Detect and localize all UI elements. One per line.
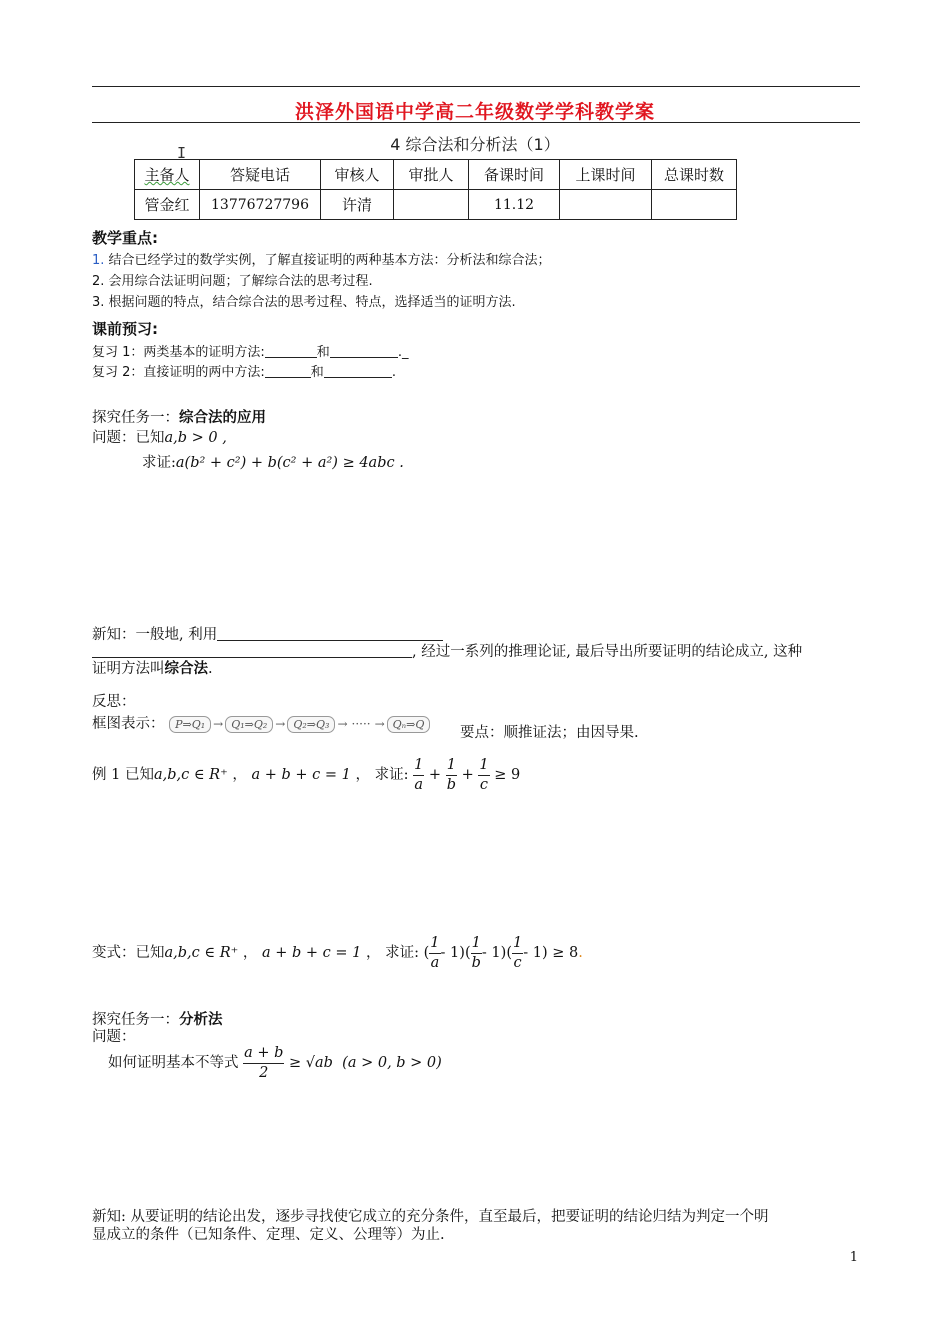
- arrow-right-icon: →: [374, 717, 385, 731]
- info-value-cell: [652, 190, 737, 220]
- header-top-rule: [92, 86, 860, 87]
- focus-heading: 教学重点:: [92, 229, 158, 247]
- info-header-cell: 备课时间: [469, 160, 560, 190]
- lesson-title: 4 综合法和分析法（1）: [390, 135, 560, 154]
- focus-item: 1. 结合已经学过的数学实例，了解直接证明的两种基本方法：分析法和综合法；: [92, 253, 551, 268]
- variant: 变式：已知a,b,c ∈ R⁺ ， a + b + c = 1 ， 求证: ( $\frac{1}{a}$ - 1)( $\frac{1}{b}$ - 1)( $\frac{1}{c}$ - 1) ≥ 8.: [92, 935, 583, 971]
- newknow-1-line: , 经过一系列的推理论证, 最后导出所要证明的结论成立, 这种: [92, 640, 862, 661]
- info-value-cell: 许清: [321, 190, 394, 220]
- page-number: 1: [849, 1250, 858, 1265]
- info-value-cell: 管金红: [135, 190, 200, 220]
- flow-box: Q₁⇒Q₂: [225, 716, 273, 733]
- task2-problem: 问题：: [92, 1029, 136, 1045]
- task1-prove: 求证:a(b² + c²) + b(c² + a²) ≥ 4abc .: [142, 455, 404, 471]
- info-header-cell: 上课时间: [560, 160, 652, 190]
- info-table-header-row: [135, 160, 737, 190]
- preview-heading: 课前预习:: [92, 320, 158, 338]
- newknow-2-line1: 新知: 从要证明的结论出发，逐步寻找使它成立的充分条件，直至最后，把要证明的结论归结为判定一个明: [92, 1209, 769, 1225]
- key-point: 要点：顺推证法；由因导果.: [460, 725, 639, 741]
- review-1: 复习 1：两类基本的证明方法: 和 ._: [92, 345, 409, 360]
- reflect-label: 反思：: [92, 694, 136, 710]
- info-header-cell: 审批人: [394, 160, 469, 190]
- flow-box: Q₂⇒Q₃: [287, 716, 335, 733]
- blank-field[interactable]: [265, 363, 311, 378]
- arrow-right-icon: →: [337, 717, 348, 731]
- info-value-cell: [560, 190, 652, 220]
- info-table-value-row: [135, 190, 737, 220]
- task2-question: 如何证明基本不等式 $\frac{a + b}{2}$ ≥ √ab (a > 0, b > 0): [108, 1045, 442, 1081]
- task1-problem: 问题：已知a,b > 0 ,: [92, 430, 227, 446]
- blank-field[interactable]: [324, 363, 392, 378]
- newknow-2-line2: 显成立的条件（已知条件、定理、定义、公理等）为止.: [92, 1227, 445, 1243]
- blank-field[interactable]: [330, 343, 398, 358]
- info-header-cell: 审核人: [321, 160, 394, 190]
- info-header-cell: 主备人: [135, 160, 200, 190]
- newknow-1-line2: 证明方法叫综合法.: [92, 660, 213, 677]
- info-header-cell: 总课时数: [652, 160, 737, 190]
- arrow-right-icon: →: [275, 717, 286, 731]
- blank-field[interactable]: [265, 343, 317, 358]
- flow-box: Qₙ⇒Q: [387, 716, 431, 733]
- focus-item: 3. 根据问题的特点，结合综合法的思考过程、特点，选择适当的证明方法.: [92, 295, 516, 310]
- task1-heading: 探究任务一：综合法的应用: [92, 409, 266, 426]
- info-value-cell: 11.12: [469, 190, 560, 220]
- arrow-right-icon: →: [213, 717, 224, 731]
- flow-diagram: 框图表示： P⇒Q₁ → Q₁⇒Q₂ → Q₂⇒Q₃ → ····· → Qₙ⇒Q: [92, 712, 430, 733]
- info-header-cell: 答疑电话: [200, 160, 321, 190]
- focus-item: 2. 会用综合法证明问题；了解综合法的思考过程.: [92, 274, 373, 289]
- blank-field[interactable]: [217, 626, 443, 641]
- page-title: 洪泽外国语中学高二年级数学学科教学案: [294, 101, 655, 123]
- flow-box: P⇒Q₁: [169, 716, 211, 733]
- blank-field[interactable]: [92, 643, 412, 658]
- task2-heading: 探究任务一：分析法: [92, 1011, 223, 1028]
- text-cursor-icon: I: [177, 144, 187, 162]
- review-2: 复习 2：直接证明的两中方法: 和 .: [92, 365, 396, 380]
- info-table: [134, 159, 737, 220]
- header-bottom-rule: [92, 122, 860, 123]
- example-1: 例 1 已知a,b,c ∈ R⁺ ， a + b + c = 1 ， 求证: $\frac{1}{a}$ + $\frac{1}{b}$ + $\frac{1}{c}$ ≥ 9: [92, 757, 521, 793]
- newknow-1: 新知：一般地, 利用: [92, 623, 862, 644]
- info-value-cell: [394, 190, 469, 220]
- info-value-cell: 13776727796: [200, 190, 321, 220]
